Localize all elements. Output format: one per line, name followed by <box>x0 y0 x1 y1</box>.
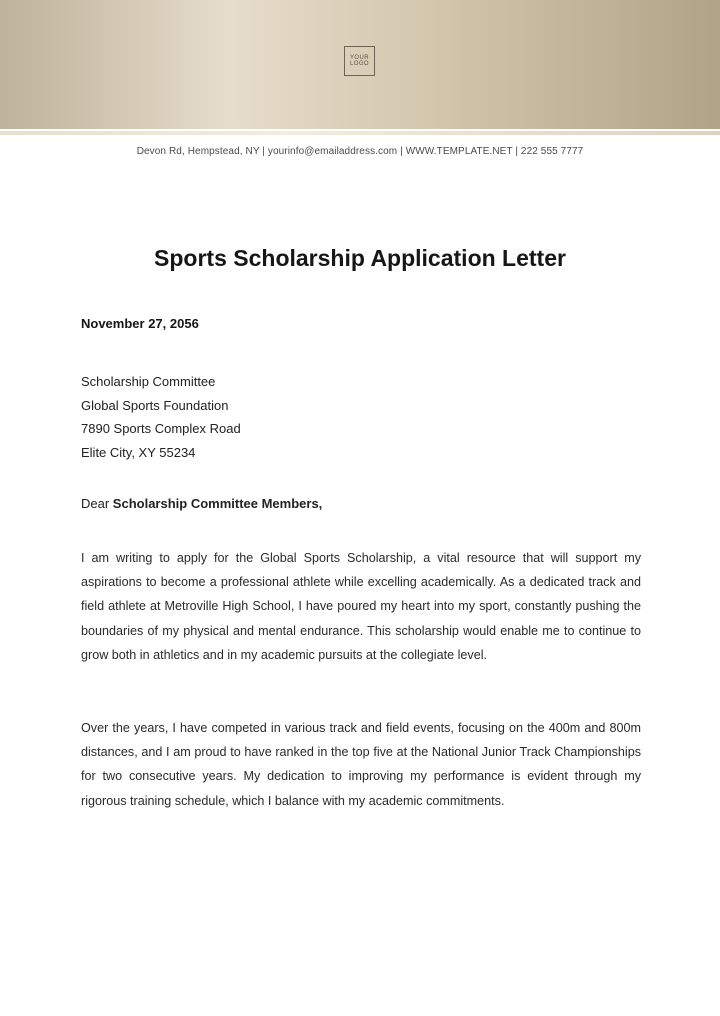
body-paragraph-1: I am writing to apply for the Global Sports Scholarship, a vital resource that will support my aspirations to become a professional athlete while excelling academically. As a dedicated track and field athlete at Metroville High School, I have poured my heart into my sport, constantly pushing the boundaries of my physical and mental endurance. This scholarship would enable me to continue to grow both in athletics and in my academic pursuits at the collegiate level. <box>81 551 641 662</box>
salutation-name: Scholarship Committee Members, <box>112 496 323 511</box>
salutation <box>81 496 322 511</box>
salutation-prefix: Dear <box>81 496 113 511</box>
logo-placeholder <box>344 46 375 76</box>
logo-text-line2: LOGO <box>350 61 369 67</box>
header-divider <box>0 131 720 135</box>
recipient-address <box>81 370 241 464</box>
recipient-line: Scholarship Committee <box>81 374 216 389</box>
letter-date: November 27, 2056 <box>81 316 199 331</box>
letter-title: Sports Scholarship Application Letter <box>154 245 566 271</box>
recipient-line: Global Sports Foundation <box>81 397 229 413</box>
contact-info: Devon Rd, Hempstead, NY | yourinfo@emailaddress.com | WWW.TEMPLATE.NET | 222 555 7777 <box>136 146 584 157</box>
logo-text-line1: YOUR <box>350 55 369 61</box>
recipient-line: 7890 Sports Complex Road <box>81 421 241 436</box>
body-paragraph-2: Over the years, I have competed in various track and field events, focusing on the 400m and 800m distances, and I am proud to have ranked in the top five at the National Junior Track Championships for two consecutive years. My dedication to improving my performance is evident through my rigorous training schedule, which I balance with my academic commitments. <box>81 721 641 808</box>
recipient-line: Elite City, XY 55234 <box>81 444 196 460</box>
